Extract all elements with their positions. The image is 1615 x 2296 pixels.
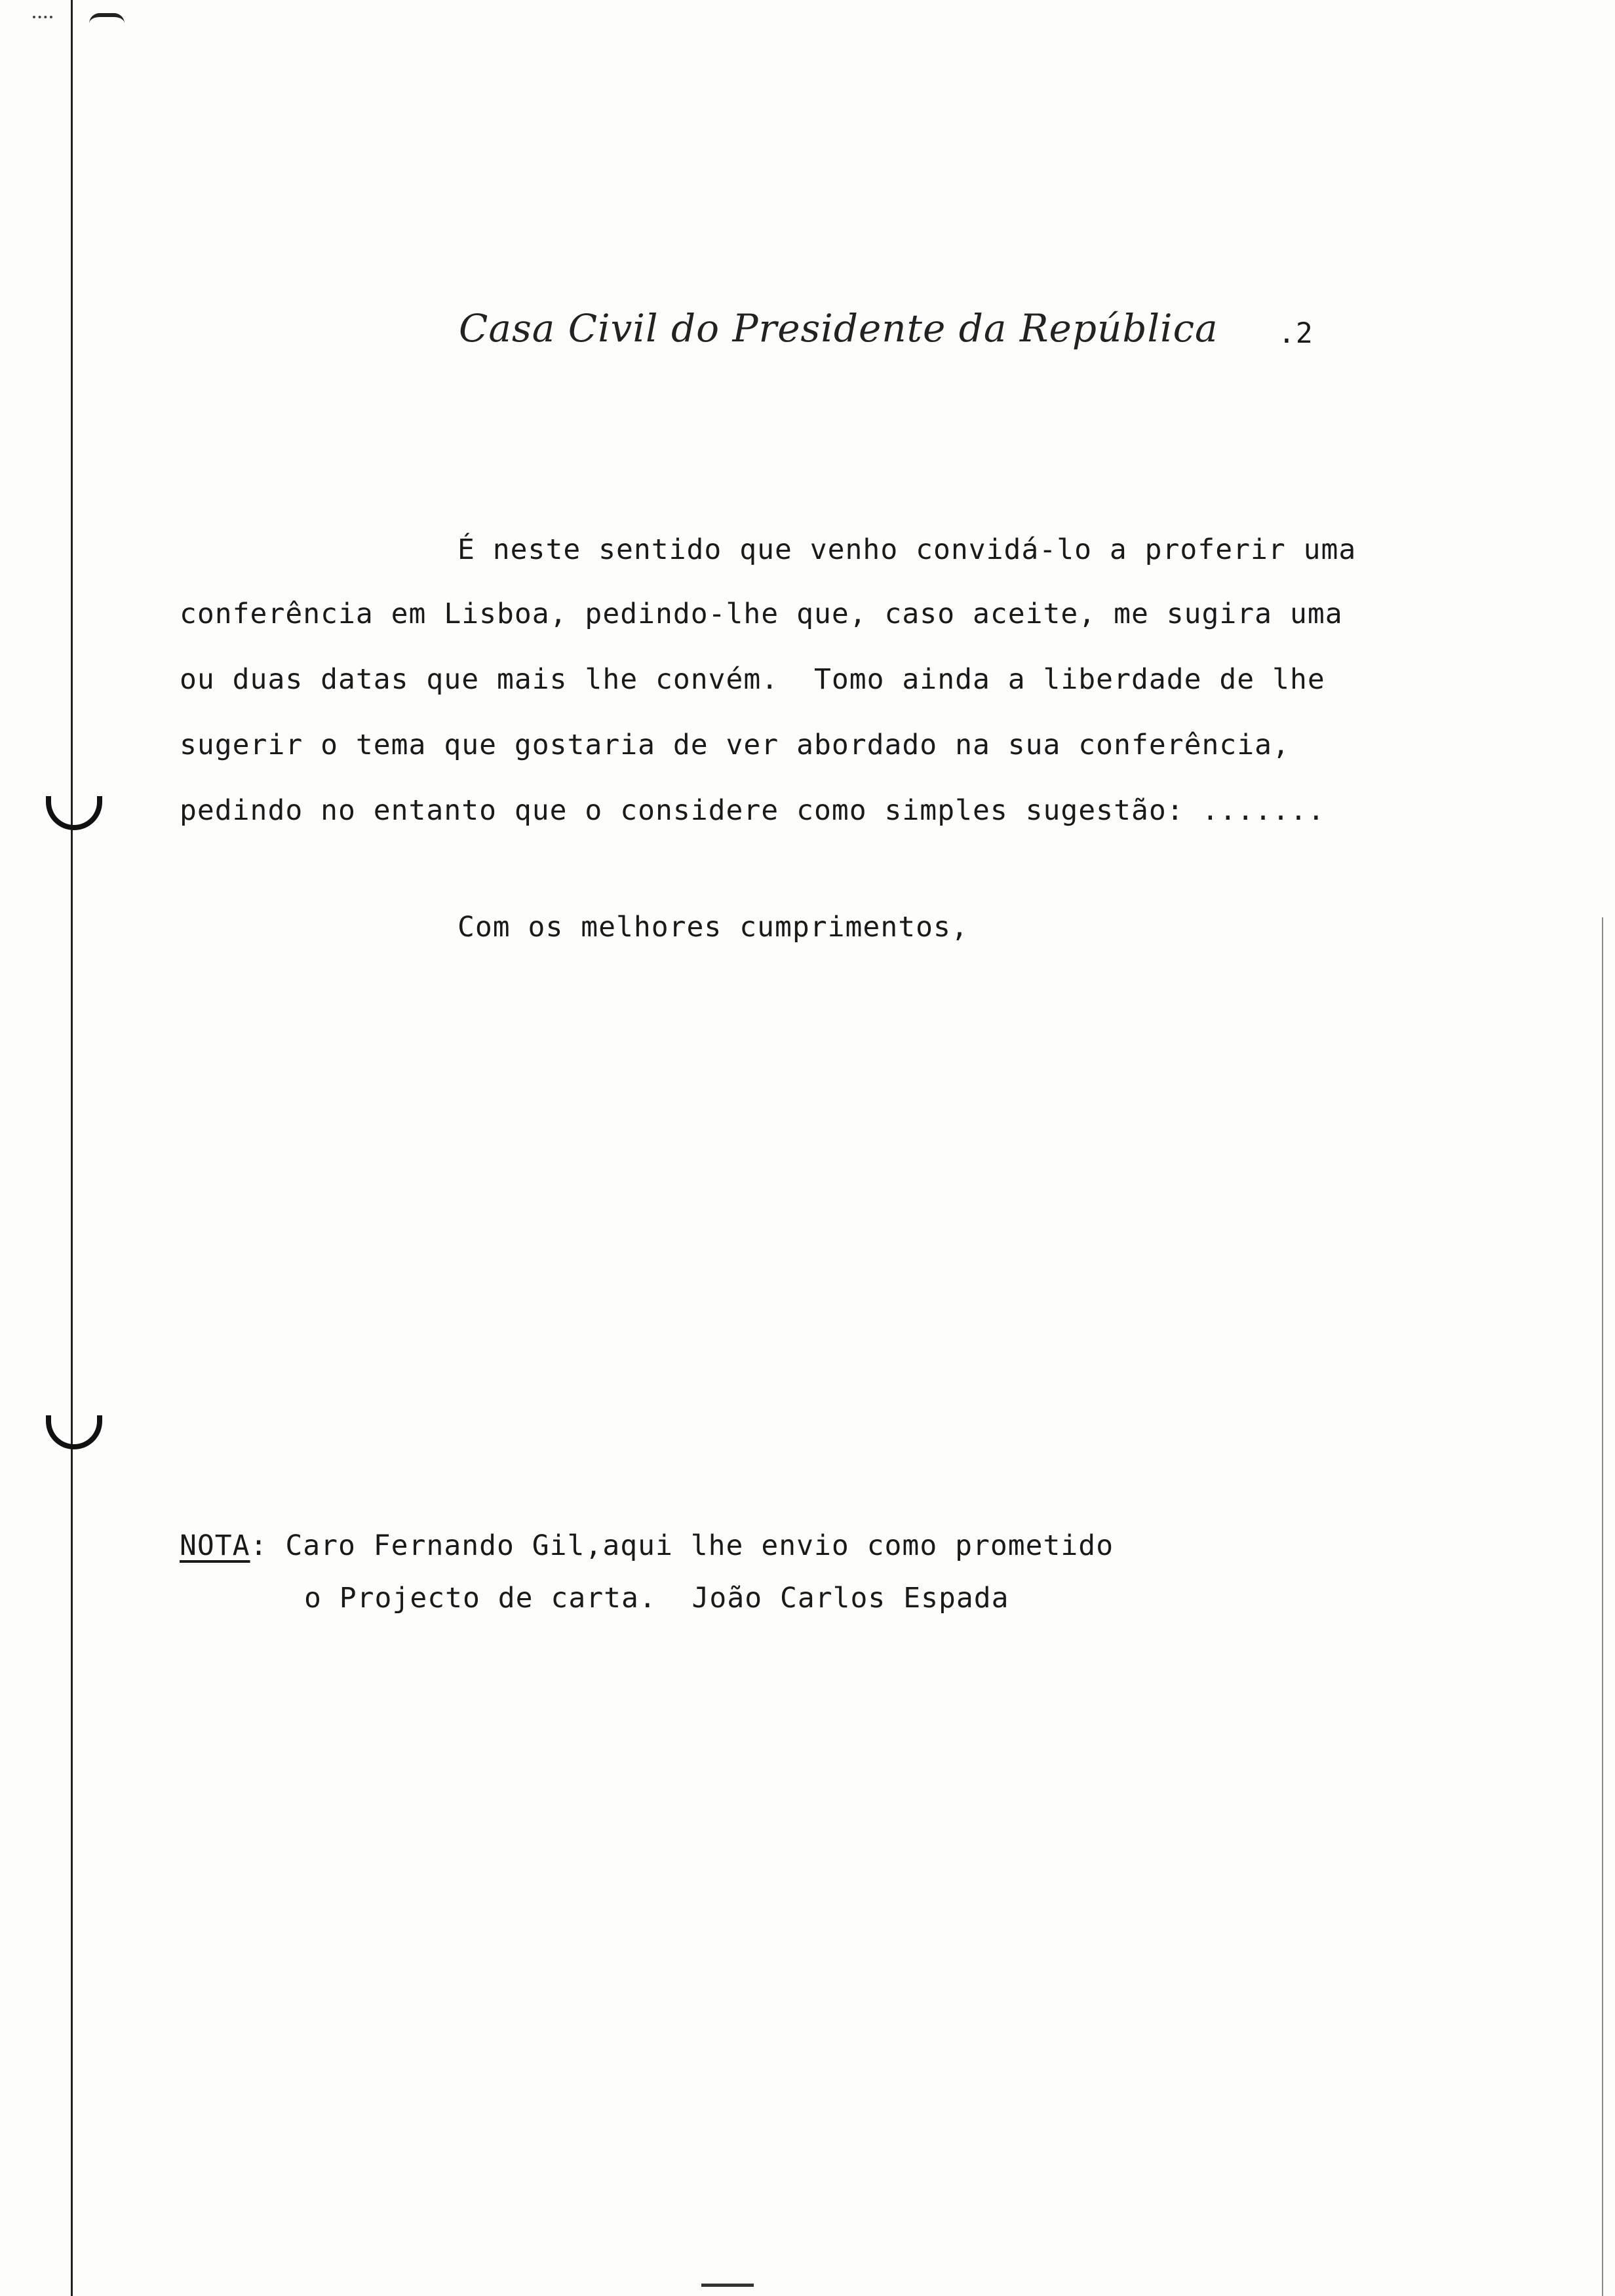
scan-mark — [701, 2284, 754, 2287]
closing-salutation: Com os melhores cumprimentos, — [457, 911, 969, 944]
punch-hole-mark — [46, 1415, 102, 1449]
body-line: É neste sentido que venho convidá-lo a proferir uma — [457, 533, 1357, 566]
body-line: conferência em Lisboa, pedindo-lhe que, caso aceite, me sugira uma — [180, 598, 1343, 630]
punch-hole-mark — [46, 796, 102, 830]
body-line: ou duas datas que mais lhe convém. Tomo ainda a liberdade de lhe — [180, 663, 1325, 696]
scan-mark — [33, 16, 52, 21]
note-text: Caro Fernando Gil,aqui lhe envio como prometido — [285, 1529, 1114, 1562]
page-edge — [1602, 917, 1603, 2296]
binding-edge — [71, 0, 73, 2296]
scan-mark — [89, 13, 125, 24]
body-line: sugerir o tema que gostaria de ver abordado na sua conferência, — [180, 729, 1290, 761]
letterhead-title: Casa Civil do Presidente da República — [459, 306, 1218, 351]
note-line — [180, 1529, 1114, 1562]
body-line: pedindo no entanto que o considere como simples sugestão: ....... — [180, 794, 1325, 827]
note-label: NOTA — [180, 1529, 250, 1562]
note-separator: : — [250, 1529, 268, 1562]
note-line: o Projecto de carta. João Carlos Espada — [304, 1582, 1009, 1615]
page-number: .2 — [1278, 317, 1313, 350]
